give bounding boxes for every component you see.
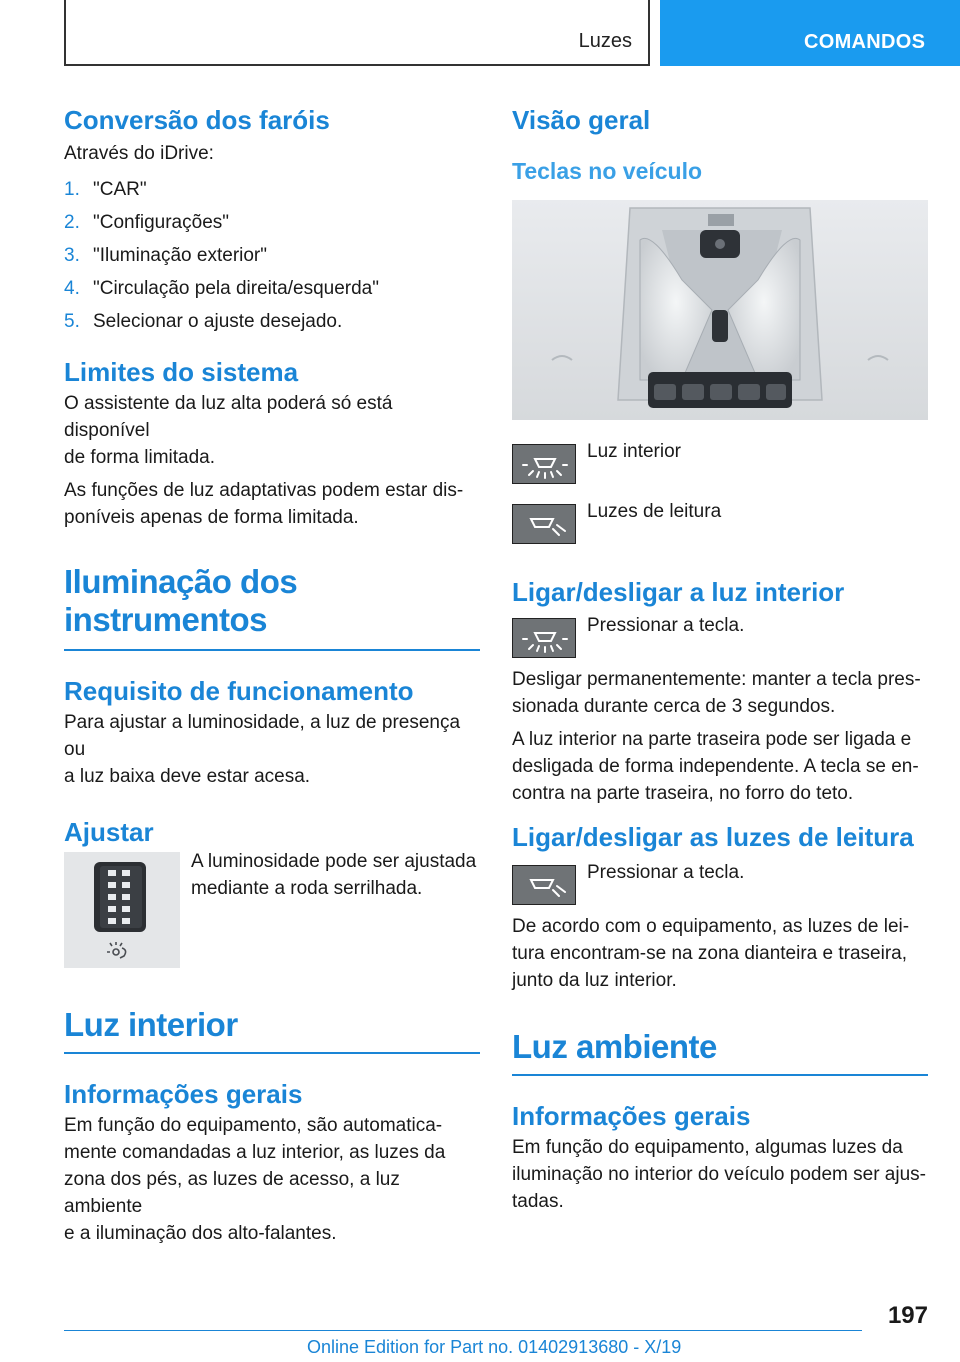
list-item: 3. "Iluminação exterior": [64, 245, 268, 266]
interior-light-key-icon: [512, 618, 576, 658]
general-info-heading: Informações gerais: [64, 1079, 303, 1109]
limits-heading: Limites do sistema: [64, 357, 299, 387]
interior-light-key-icon: [512, 444, 576, 484]
instruments-heading: Iluminação dos instrumentos: [64, 563, 298, 638]
reading-onoff-heading: Ligar/desligar as luzes de leitura: [512, 822, 914, 852]
conversion-steps: [64, 173, 480, 338]
header-section-title: Luzes: [578, 30, 632, 52]
dimmer-wheel-image: [64, 852, 180, 968]
interior-heading: Luz interior: [64, 1006, 238, 1043]
reading-light-key-label: Luzes de leitura: [587, 501, 722, 522]
list-item: 4. "Circulação pela direita/esquerda": [64, 278, 379, 299]
reading-press-text: Pressionar a tecla.: [587, 862, 745, 883]
footer-edition: Online Edition for Part no. 01402913680 - X/19: [307, 1337, 682, 1357]
ambient-heading: Luz ambiente: [512, 1028, 717, 1065]
ambient-info-heading: Informações gerais: [512, 1101, 751, 1131]
interior-press-text: Pressionar a tecla.: [587, 615, 745, 636]
header-chapter-tab: COMANDOS: [660, 0, 960, 66]
limits-paragraph-2: As funções de luz adaptativas podem estar dis- poníveis apenas de forma limitada.: [64, 480, 464, 528]
switch-off-paragraph: Desligar permanentemente: manter a tecla pres- sionada durante cerca de 3 segundos.: [512, 669, 921, 717]
interior-light-key-label: Luz interior: [587, 441, 681, 462]
reading-light-key-icon: [512, 504, 576, 544]
keys-heading: Teclas no veículo: [512, 158, 703, 184]
conversion-heading: Conversão dos faróis: [64, 105, 330, 135]
overview-heading: Visão geral: [512, 105, 651, 135]
interior-heading-block: [64, 1006, 480, 1054]
page-number: 197: [887, 1302, 928, 1329]
adjust-row: [64, 852, 480, 968]
interior-onoff-heading: Ligar/desligar a luz interior: [512, 577, 845, 607]
header-section-box: [64, 0, 650, 66]
reading-lights-paragraph: De acordo com o equipamento, as luzes de lei- tura encontram-se na zona dianteira e traseira, junto da luz interior.: [512, 916, 910, 991]
ambient-heading-block: [512, 1028, 928, 1076]
requirement-paragraph: Para ajustar a luminosidade, a luz de presença ou a luz baixa deve estar acesa.: [64, 712, 461, 787]
list-item: 1. "CAR": [64, 179, 147, 200]
left-column: [64, 100, 480, 1247]
reading-light-key-icon: [512, 865, 576, 905]
reading-press-row: [512, 862, 928, 905]
requirement-heading: Requisito de funcionamento: [64, 676, 414, 706]
ambient-info-paragraph: Em função do equipamento, algumas luzes da iluminação no interior do veículo podem ser ajus- tadas.: [512, 1137, 926, 1212]
reading-light-key-row: [512, 501, 928, 544]
list-item: 5. Selecionar o ajuste desejado.: [64, 311, 343, 332]
adjust-heading: Ajustar: [64, 817, 154, 847]
limits-paragraph-1: O assistente da luz alta poderá só está disponível de forma limitada.: [64, 393, 393, 468]
general-info-paragraph: Em função do equipamento, são automatica- mente comandadas a luz interior, as luzes da zona dos pés, as luzes de acesso, a luz ambiente e a iluminação dos alto-falantes.: [64, 1115, 446, 1244]
conversion-intro: Através do iDrive:: [64, 143, 214, 164]
interior-press-row: [512, 615, 928, 658]
adjust-paragraph: A luminosidade pode ser ajustada mediante a roda serrilhada.: [191, 851, 477, 899]
instruments-heading-block: [64, 563, 480, 651]
right-column: [512, 100, 928, 1215]
footer-divider: [64, 1330, 862, 1331]
list-item: 2. "Configurações": [64, 212, 230, 233]
overhead-console-image: [512, 200, 928, 420]
rear-light-paragraph: A luz interior na parte traseira pode ser ligada e desligada de forma independente. A tecla se en- contra na parte traseira, no forro do teto.: [512, 729, 919, 804]
interior-light-key-row: [512, 441, 928, 484]
